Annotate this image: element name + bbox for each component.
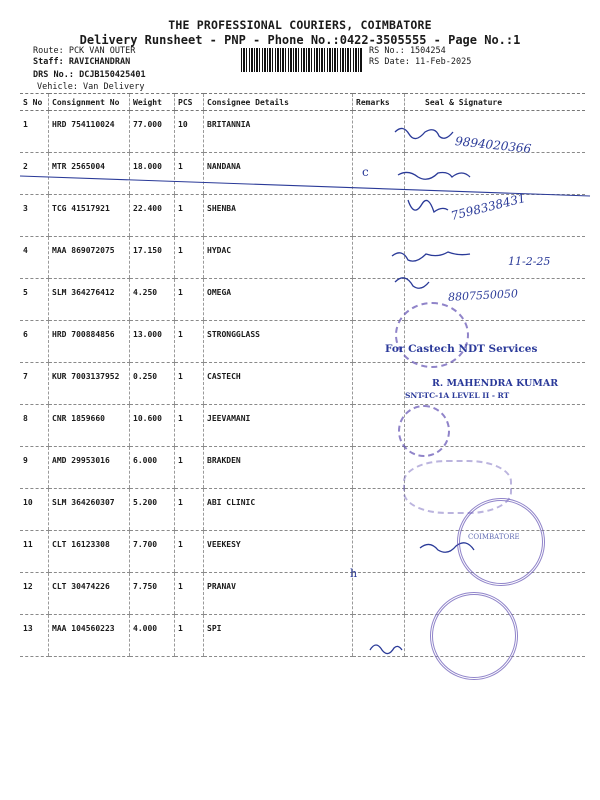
- handwritten-phone-1: 9894020366: [454, 134, 532, 156]
- row-weight: 4.250: [130, 279, 175, 321]
- col-consignee: Consignee Details: [204, 94, 353, 111]
- row-sno: 4: [20, 237, 49, 279]
- row-consignee: NANDANA: [204, 153, 353, 195]
- row-consignee: VEEKESY: [204, 531, 353, 573]
- col-weight: Weight: [130, 94, 175, 111]
- row-consignment: CLT 16123308: [49, 531, 130, 573]
- row-weight: 77.000: [130, 111, 175, 153]
- stamp-seal-9: [398, 405, 450, 457]
- col-seal: Seal & Signature: [405, 94, 586, 111]
- row-weight: 7.700: [130, 531, 175, 573]
- vehicle: Vehicle: Van Delivery: [37, 82, 145, 92]
- row-pcs: 1: [175, 573, 204, 615]
- row-weight: 4.000: [130, 615, 175, 657]
- signature-3: [408, 200, 448, 212]
- row-consignment: MAA 104560223: [49, 615, 130, 657]
- row-weight: 0.250: [130, 363, 175, 405]
- row-pcs: 1: [175, 237, 204, 279]
- row-pcs: 1: [175, 447, 204, 489]
- row-sno: 7: [20, 363, 49, 405]
- company-name: THE PROFESSIONAL COURIERS, COIMBATORE: [168, 18, 432, 32]
- row-sno: 10: [20, 489, 49, 531]
- row-consignment: KUR 7003137952: [49, 363, 130, 405]
- row-sno: 5: [20, 279, 49, 321]
- row-consignment: CNR 1859660: [49, 405, 130, 447]
- row-pcs: 1: [175, 615, 204, 657]
- row-weight: 17.150: [130, 237, 175, 279]
- row-consignee: STRONGGLASS: [204, 321, 353, 363]
- row-consignment: MAA 869072075: [49, 237, 130, 279]
- row-consignment: CLT 30474226: [49, 573, 130, 615]
- signature-13: [370, 645, 402, 654]
- row-sno: 8: [20, 405, 49, 447]
- remark-mark-2: c: [362, 165, 369, 179]
- row-weight: 13.000: [130, 321, 175, 363]
- stamp-veekesy-city: COIMBATORE: [468, 533, 520, 541]
- row-consignee: PRANAV: [204, 573, 353, 615]
- staff-label: Staff:: [33, 57, 64, 67]
- row-pcs: 1: [175, 195, 204, 237]
- row-pcs: 1: [175, 531, 204, 573]
- signature-5b: [395, 278, 429, 288]
- row-pcs: 1: [175, 363, 204, 405]
- col-consignment: Consignment No: [49, 94, 130, 111]
- staff-name: RAVICHANDRAN: [68, 57, 131, 67]
- signature-5a: [392, 252, 470, 261]
- row-consignment: SLM 364260307: [49, 489, 130, 531]
- row-sno: 1: [20, 111, 49, 153]
- remark-mark-12: h: [350, 567, 358, 580]
- row-consignment: SLM 364276412: [49, 279, 130, 321]
- row-sno: 6: [20, 321, 49, 363]
- drs-label: DRS No.:: [33, 70, 74, 80]
- row-weight: 5.200: [130, 489, 175, 531]
- row-weight: 7.750: [130, 573, 175, 615]
- row-consignee: HYDAC: [204, 237, 353, 279]
- row-consignee: CASTECH: [204, 363, 353, 405]
- col-remarks: Remarks: [353, 94, 405, 111]
- rs-number: RS No.: 1504254: [369, 46, 446, 56]
- row-pcs: 1: [175, 321, 204, 363]
- row-weight: 10.600: [130, 405, 175, 447]
- row-consignee: BRITANNIA: [204, 111, 353, 153]
- handwritten-date: 11-2-25: [508, 255, 551, 268]
- handwritten-phone-2: 7598338431: [449, 190, 527, 224]
- row-pcs: 1: [175, 489, 204, 531]
- row-sno: 9: [20, 447, 49, 489]
- handwritten-phone-3: 8807550050: [447, 287, 519, 304]
- row-consignment: HRD 700884856: [49, 321, 130, 363]
- row-consignment: AMD 29953016: [49, 447, 130, 489]
- stamp-seal-13: [430, 592, 518, 680]
- row-pcs: 1: [175, 153, 204, 195]
- col-pcs: PCS: [175, 94, 204, 111]
- stamp-seal-11: [457, 498, 545, 586]
- row-weight: 22.400: [130, 195, 175, 237]
- stamp-castech-name: R. MAHENDRA KUMAR: [432, 378, 559, 389]
- col-sno: S No: [20, 94, 49, 111]
- row-consignment: TCG 41517921: [49, 195, 130, 237]
- row-consignee: BRAKDEN: [204, 447, 353, 489]
- signature-2: [398, 172, 470, 179]
- pen-stroke-line: [20, 176, 590, 196]
- row-sno: 13: [20, 615, 49, 657]
- stamp-seal-7: [395, 302, 469, 368]
- row-pcs: 10: [175, 111, 204, 153]
- row-consignment: MTR 2565004: [49, 153, 130, 195]
- route: Route: PCK VAN OUTER: [33, 46, 136, 56]
- row-weight: 6.000: [130, 447, 175, 489]
- row-pcs: 1: [175, 279, 204, 321]
- rs-date: RS Date: 11-Feb-2025: [369, 57, 472, 67]
- row-consignment: HRD 754110024: [49, 111, 130, 153]
- drs-number: DCJB150425401: [79, 70, 146, 80]
- row-consignee: SHENBA: [204, 195, 353, 237]
- row-consignee: OMEGA: [204, 279, 353, 321]
- stamp-castech-cert: SNT-TC-1A LEVEL II - RT: [405, 391, 510, 400]
- row-consignee: JEEVAMANI: [204, 405, 353, 447]
- row-sno: 12: [20, 573, 49, 615]
- row-weight: 18.000: [130, 153, 175, 195]
- row-sno: 11: [20, 531, 49, 573]
- runsheet-title: Delivery Runsheet - PNP - Phone No.:0422-3505555 - Page No.:1: [79, 33, 521, 47]
- row-sno: 2: [20, 153, 49, 195]
- signature-1: [395, 128, 453, 138]
- stamp-castech: For Castech NDT Services: [385, 343, 538, 355]
- row-consignee: SPI: [204, 615, 353, 657]
- row-pcs: 1: [175, 405, 204, 447]
- row-consignee: ABI CLINIC: [204, 489, 353, 531]
- row-sno: 3: [20, 195, 49, 237]
